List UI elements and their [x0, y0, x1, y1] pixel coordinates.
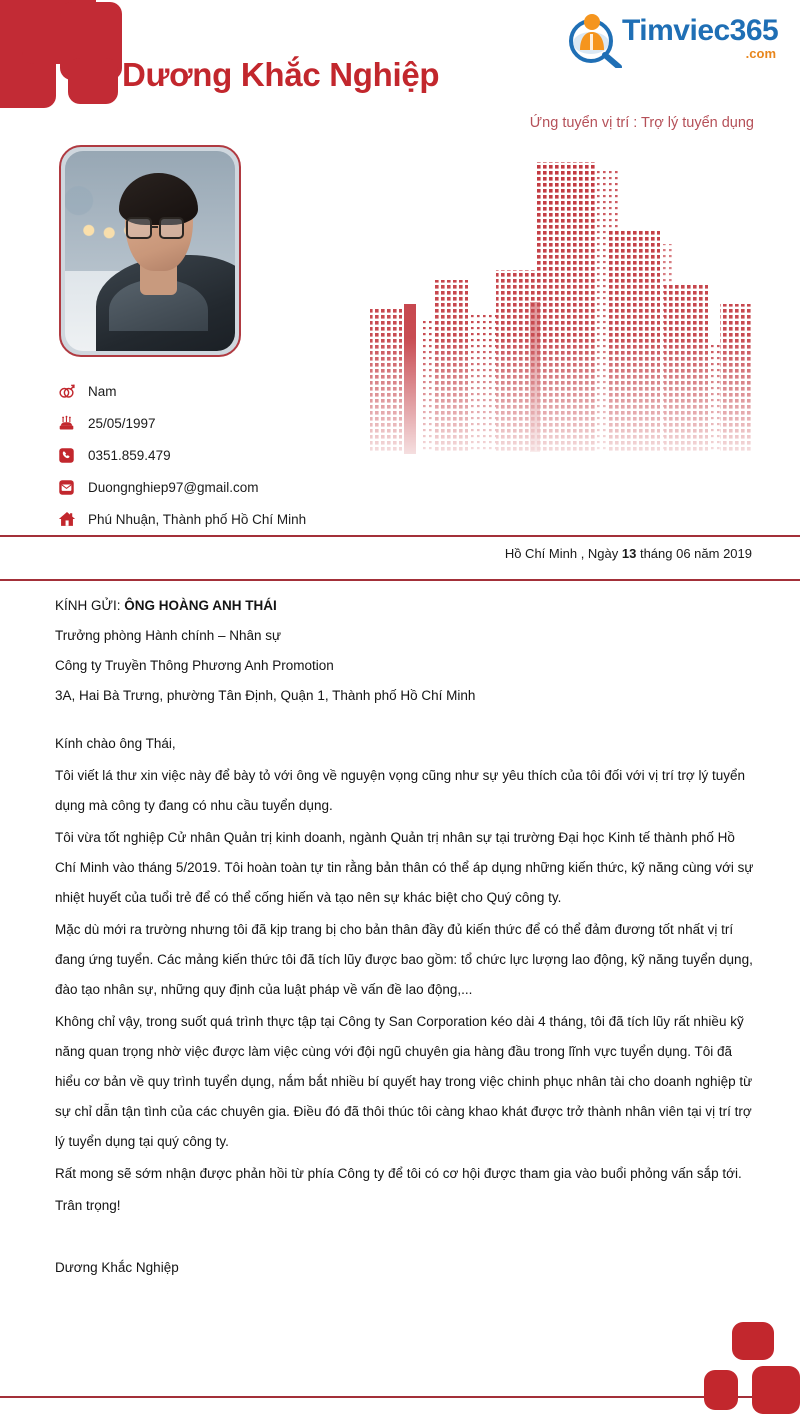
contact-value: Nam [88, 383, 117, 399]
letter-body [55, 591, 755, 1283]
logo-wordmark: Timviec365 [622, 14, 779, 47]
contact-value: 0351.859.479 [88, 447, 171, 463]
body-paragraph: Tôi viết lá thư xin việc này để bày tỏ với ông về nguyện vọng cũng như sự yêu thích của tôi đối với vị trí trợ lý tuyển dụng mà công ty đang có nhu cầu tuyển dụng. [55, 768, 746, 813]
decor-square [60, 2, 122, 80]
contact-item-phone [58, 439, 398, 471]
contact-item-address [58, 503, 398, 535]
birthday-cake-icon [58, 415, 88, 432]
recipient-company: Công ty Truyền Thông Phương Anh Promotion [55, 658, 334, 673]
letter-date [505, 546, 752, 561]
body-paragraph: Rất mong sẽ sớm nhận được phản hồi từ phía Công ty để tôi có cơ hội được tham gia vào buổi phỏng vấn sắp tới. [55, 1166, 742, 1181]
footer-decoration [680, 1322, 800, 1417]
divider-rule-bottom [0, 579, 800, 581]
recipient-to [55, 591, 755, 621]
email-icon [58, 479, 88, 496]
divider-rule-top [0, 535, 800, 537]
date-day: 13 [621, 546, 637, 561]
body-paragraph: Mặc dù mới ra trường nhưng tôi đã kịp trang bị cho bản thân đầy đủ kiến thức để có thể đảm đương tốt nhất vị trí đang ứng tuyển. Các mảng kiến thức tôi đã tích lũy được bao gồm: tổ chức lực lượng lao động, kỹ năng tuyển dụng, đào tạo nhân sự, những quy định của luật pháp về vấn đề lao động,... [55, 922, 753, 997]
salutation: Kính chào ông Thái, [55, 736, 176, 751]
decor-square [752, 1366, 800, 1414]
contact-value: Duongnghiep97@gmail.com [88, 479, 259, 495]
to-name: ÔNG HOÀNG ANH THÁI [124, 598, 277, 613]
to-prefix: KÍNH GỬI: [55, 598, 125, 613]
city-skyline-illustration [368, 152, 768, 472]
decor-square [704, 1370, 738, 1410]
candidate-photo [59, 145, 241, 357]
person-in-magnifier-icon [566, 10, 624, 68]
date-suffix: tháng 06 năm 2019 [636, 546, 752, 561]
contact-value: 25/05/1997 [88, 415, 156, 431]
closing-line: Trân trọng! [55, 1198, 121, 1213]
phone-icon [58, 447, 88, 464]
contact-list [58, 375, 398, 535]
contact-item-email [58, 471, 398, 503]
home-icon [58, 510, 88, 528]
contact-value: Phú Nhuận, Thành phố Hồ Chí Minh [88, 511, 307, 527]
recipient-block [55, 591, 755, 711]
logo-tld: .com [745, 46, 776, 61]
decor-square [732, 1322, 774, 1360]
gender-icon [58, 383, 88, 400]
contact-item-gender [58, 375, 398, 407]
footer-rule [0, 1396, 760, 1398]
timviec365-logo[interactable] [566, 8, 778, 70]
signature-name: Dương Khắc Nghiệp [55, 1260, 179, 1275]
applied-position-subtitle: Ứng tuyển vị trí : Trợ lý tuyển dụng [529, 115, 754, 131]
recipient-address: 3A, Hai Bà Trưng, phường Tân Định, Quận 1, Thành phố Hồ Chí Minh [55, 688, 476, 703]
decor-square [22, 0, 96, 64]
decor-square [0, 0, 56, 56]
recipient-title: Trưởng phòng Hành chính – Nhân sự [55, 628, 282, 643]
decor-square [0, 28, 56, 108]
date-prefix: Hồ Chí Minh , Ngày [504, 546, 622, 561]
candidate-name: Dương Khắc Nghiệp [122, 56, 440, 93]
contact-item-birthday [58, 407, 398, 439]
decor-square [68, 58, 118, 104]
body-paragraph: Không chỉ vậy, trong suốt quá trình thực tập tại Công ty San Corporation kéo dài 4 tháng, tôi đã tích lũy rất nhiều kỹ năng quan trọng nhờ việc được làm việc cùng với đội ngũ chuyên gia hàng đầu trong lĩnh vực tuyển dụng. Tôi đã hiểu cơ bản về quy trình tuyển dụng, nắm bắt nhiều bí quyết hay trong việc chinh phục nhân tài cho doanh nghiệp từ sự chỉ dẫn tận tình của các chuyên gia. Điều đó đã thôi thúc tôi càng khao khát được trở thành nhân viên tại vị trí trợ lý tuyển dụng tại quý công ty. [55, 1014, 753, 1149]
photo-image [65, 151, 235, 351]
body-paragraph: Tôi vừa tốt nghiệp Cử nhân Quản trị kinh doanh, ngành Quản trị nhân sự tại trường Đại học Kinh tế thành phố Hồ Chí Minh vào tháng 5/2019. Tôi hoàn toàn tự tin rằng bản thân có thể áp dụng những kiến thức, kỹ năng cùng với sự nhiệt huyết của tuổi trẻ để có thể cống hiến và tạo nên sự khác biệt cho Quý công ty. [55, 830, 754, 905]
